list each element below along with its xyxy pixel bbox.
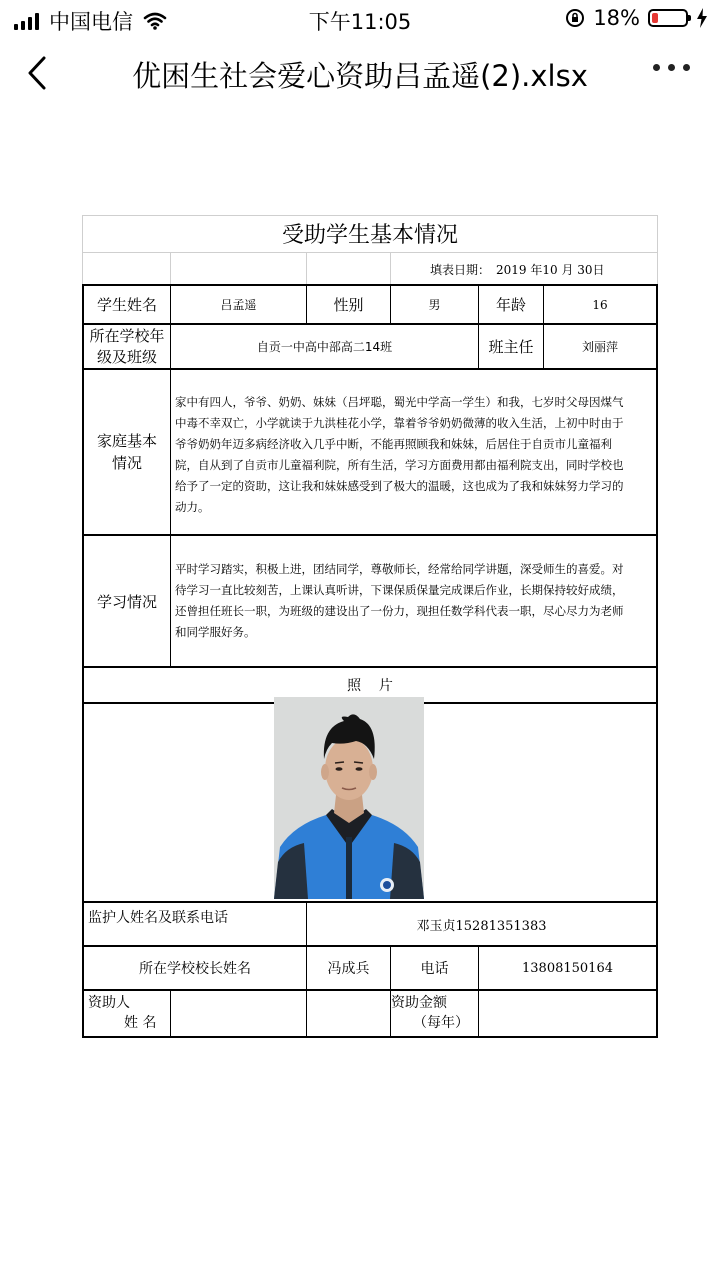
status-right bbox=[565, 6, 708, 30]
spreadsheet[interactable] bbox=[82, 215, 658, 1039]
study-situation-text[interactable] bbox=[171, 559, 656, 664]
student-photo bbox=[274, 697, 424, 899]
student-name-label[interactable]: 学生姓名 bbox=[96, 296, 157, 314]
family-line: 家中有四人，爷爷、奶奶、妹妹（吕坪聪，蜀光中学高一学生）和我，七岁时父母因煤气 bbox=[175, 395, 624, 409]
file-title: 优困生社会爱心资助吕孟遥(2).xlsx bbox=[132, 59, 588, 93]
gender-value[interactable]: 男 bbox=[428, 298, 441, 312]
school-class-label-line1: 所在学校年 bbox=[89, 326, 165, 345]
charging-icon bbox=[696, 8, 708, 28]
back-arrow-icon[interactable] bbox=[24, 52, 64, 96]
status-bar bbox=[0, 0, 720, 36]
family-situation-text[interactable] bbox=[171, 392, 656, 532]
school-class-label-line2: 级及班级 bbox=[96, 347, 157, 366]
status-time: 下午11:05 bbox=[308, 10, 412, 34]
battery-icon bbox=[648, 9, 688, 27]
sponsor-label[interactable] bbox=[88, 991, 170, 1036]
gender-label[interactable]: 性别 bbox=[333, 296, 364, 314]
guardian-value[interactable]: 邓玉贞15281351383 bbox=[416, 918, 547, 934]
battery-percent: 18% bbox=[593, 6, 640, 30]
study-line: 还曾担任班长一职，为班级的建设出了一份力，现担任数学科代表一职，尽心尽力为老师 bbox=[175, 604, 624, 618]
study-line: 平时学习踏实，积极上进，团结同学，尊敬师长，经常给同学讲题，深受师生的喜爱。对 bbox=[175, 562, 624, 576]
photo-label[interactable]: 照 片 bbox=[347, 678, 393, 694]
carrier-name: 中国电信 bbox=[49, 10, 133, 34]
sponsor-label-line2: 姓 名 bbox=[124, 1015, 157, 1031]
amount-value[interactable] bbox=[479, 991, 656, 1036]
family-line: 给予了一定的资助，这让我和妹妹感受到了极大的温暖，这也成为了我和妹妹努力学习的 bbox=[175, 479, 624, 493]
more-options-icon[interactable] bbox=[653, 64, 690, 71]
family-label-line1: 家庭基本 bbox=[96, 432, 157, 450]
family-line: 院，自从到了自贡市儿童福利院，所有生活，学习方面费用都由福利院支出，同时学校也 bbox=[175, 458, 624, 472]
sponsor-value[interactable] bbox=[171, 991, 390, 1036]
family-label-line2: 情况 bbox=[111, 454, 142, 472]
student-name-value[interactable]: 吕孟遥 bbox=[220, 298, 257, 312]
principal-label[interactable]: 所在学校校长姓名 bbox=[139, 961, 251, 977]
head-teacher-value[interactable]: 刘丽萍 bbox=[581, 340, 618, 354]
school-class-value[interactable]: 自贡一中高中部高二14班 bbox=[256, 340, 393, 354]
head-teacher-label[interactable]: 班主任 bbox=[488, 338, 534, 356]
nav-bar bbox=[0, 40, 720, 110]
sponsor-label-line1: 资助人 bbox=[88, 995, 130, 1011]
date-label: 填表日期： bbox=[430, 262, 491, 277]
family-line: 动力。 bbox=[175, 500, 210, 514]
age-label[interactable]: 年龄 bbox=[495, 296, 526, 314]
family-situation-label[interactable] bbox=[84, 370, 170, 534]
sheet-title[interactable]: 受助学生基本情况 bbox=[281, 223, 458, 248]
amount-label-line2: （每年） bbox=[413, 1015, 469, 1031]
orientation-lock-icon bbox=[565, 8, 585, 28]
family-line: 中毒不幸双亡，小学就读于九洪桂花小学，靠着爷爷奶奶微薄的收入生活，上初中时由于 bbox=[175, 416, 624, 430]
phone-label[interactable]: 电话 bbox=[420, 961, 449, 977]
amount-label[interactable] bbox=[391, 991, 478, 1036]
family-line: 爷爷奶奶年迈多病经济收入几乎中断，不能再照顾我和妹妹，后居住于自贡市儿童福利 bbox=[175, 437, 612, 451]
phone-value[interactable]: 13808150164 bbox=[522, 960, 613, 976]
study-line: 待学习一直比较刻苦，上课认真听讲，下课保质保量完成课后作业，长期保持较好成绩， bbox=[175, 583, 624, 597]
age-value[interactable]: 16 bbox=[592, 297, 608, 312]
date-cell[interactable] bbox=[402, 253, 658, 285]
school-class-label[interactable] bbox=[84, 325, 170, 368]
study-situation-label[interactable]: 学习情况 bbox=[96, 592, 157, 611]
principal-value[interactable]: 冯成兵 bbox=[327, 961, 370, 977]
study-line: 和同学服好务。 bbox=[175, 625, 256, 639]
amount-label-line1: 资助金额 bbox=[391, 995, 447, 1011]
date-value: 2019 年10 月 30日 bbox=[496, 262, 605, 277]
guardian-label[interactable]: 监护人姓名及联系电话 bbox=[88, 910, 228, 926]
